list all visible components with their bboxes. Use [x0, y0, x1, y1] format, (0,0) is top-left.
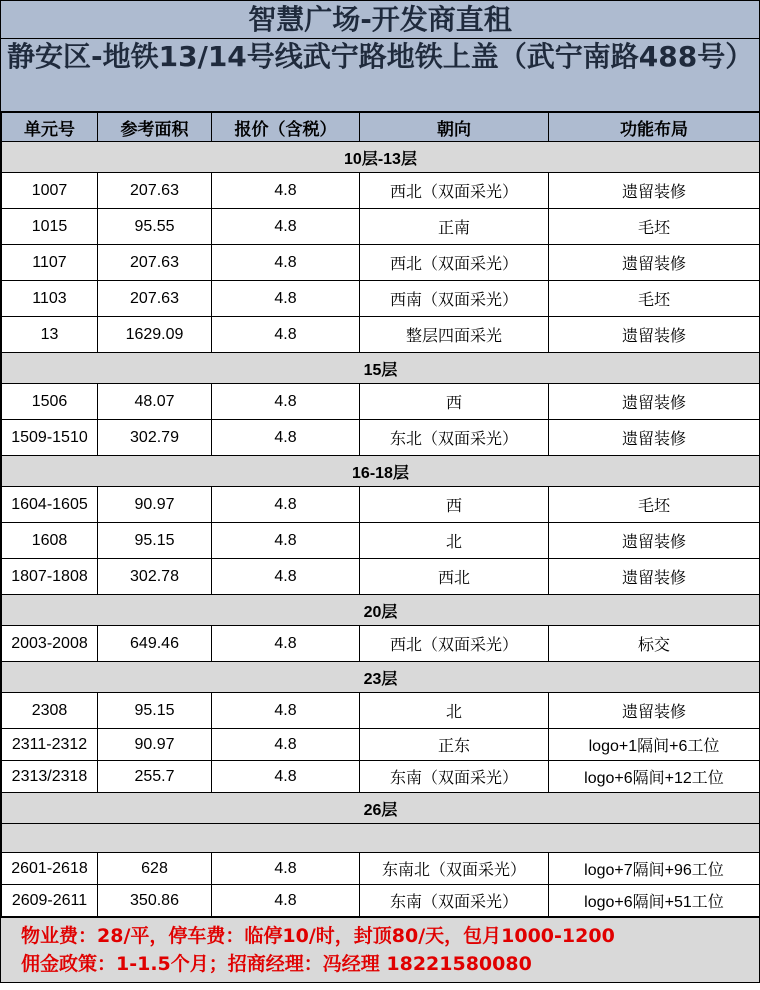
table-row: [2, 885, 760, 917]
cell-price: 4.8: [212, 885, 360, 917]
table-row: [2, 281, 760, 317]
table-header-row: [2, 113, 760, 142]
cell-price: 4.8: [212, 523, 360, 559]
cell-layout: 遗留装修: [549, 523, 760, 559]
table-row: [2, 761, 760, 793]
cell-price: 4.8: [212, 729, 360, 761]
table-body: [2, 142, 760, 917]
section-row: [2, 824, 760, 853]
column-header-unit: 单元号: [2, 113, 98, 142]
cell-orientation: 西南（双面采光）: [360, 281, 549, 317]
units-table: [1, 112, 760, 917]
cell-area: 207.63: [98, 173, 212, 209]
section-row: [2, 456, 760, 487]
cell-area: 255.7: [98, 761, 212, 793]
section-label: 10层-13层: [2, 142, 760, 173]
cell-layout: 遗留装修: [549, 420, 760, 456]
cell-area: 302.79: [98, 420, 212, 456]
cell-orientation: 正东: [360, 729, 549, 761]
cell-orientation: 整层四面采光: [360, 317, 549, 353]
cell-area: 302.78: [98, 559, 212, 595]
cell-price: 4.8: [212, 693, 360, 729]
section-label: 16-18层: [2, 456, 760, 487]
cell-unit: 1015: [2, 209, 98, 245]
cell-orientation: 西北: [360, 559, 549, 595]
footer-notes: [1, 917, 759, 982]
table-row: [2, 487, 760, 523]
cell-layout: 遗留装修: [549, 317, 760, 353]
cell-price: 4.8: [212, 209, 360, 245]
cell-price: 4.8: [212, 626, 360, 662]
cell-unit: 1608: [2, 523, 98, 559]
cell-area: 48.07: [98, 384, 212, 420]
cell-price: 4.8: [212, 559, 360, 595]
table-row: [2, 626, 760, 662]
cell-layout: 毛坯: [549, 487, 760, 523]
cell-area: 207.63: [98, 245, 212, 281]
cell-orientation: 西北（双面采光）: [360, 626, 549, 662]
cell-area: 90.97: [98, 729, 212, 761]
section-row: [2, 662, 760, 693]
cell-orientation: 北: [360, 523, 549, 559]
table-row: [2, 523, 760, 559]
sheet-subtitle: 静安区-地铁13/14号线武宁路地铁上盖（武宁南路488号）: [1, 39, 759, 112]
cell-layout: 遗留装修: [549, 245, 760, 281]
table-row: [2, 420, 760, 456]
cell-unit: 1509-1510: [2, 420, 98, 456]
section-label: [2, 824, 760, 853]
cell-area: 95.15: [98, 693, 212, 729]
sheet-title: 智慧广场-开发商直租: [1, 1, 759, 39]
cell-layout: logo+1隔间+6工位: [549, 729, 760, 761]
section-row: [2, 142, 760, 173]
cell-area: 90.97: [98, 487, 212, 523]
cell-unit: 2308: [2, 693, 98, 729]
cell-price: 4.8: [212, 761, 360, 793]
footer-fees: 物业费：28/平，停车费：临停10/时，封顶80/天，包月1000-1200: [21, 925, 615, 947]
cell-unit: 13: [2, 317, 98, 353]
cell-price: 4.8: [212, 487, 360, 523]
section-row: [2, 595, 760, 626]
cell-unit: 1107: [2, 245, 98, 281]
cell-price: 4.8: [212, 245, 360, 281]
section-label: 15层: [2, 353, 760, 384]
cell-price: 4.8: [212, 317, 360, 353]
table-row: [2, 384, 760, 420]
table-row: [2, 173, 760, 209]
cell-layout: 遗留装修: [549, 384, 760, 420]
column-header-orientation: 朝向: [360, 113, 549, 142]
cell-area: 1629.09: [98, 317, 212, 353]
cell-unit: 2311-2312: [2, 729, 98, 761]
cell-price: 4.8: [212, 384, 360, 420]
table-row: [2, 729, 760, 761]
column-header-price: 报价（含税）: [212, 113, 360, 142]
cell-layout: logo+6隔间+12工位: [549, 761, 760, 793]
cell-unit: 1506: [2, 384, 98, 420]
cell-price: 4.8: [212, 173, 360, 209]
cell-unit: 2003-2008: [2, 626, 98, 662]
cell-layout: logo+6隔间+51工位: [549, 885, 760, 917]
cell-layout: 标交: [549, 626, 760, 662]
cell-layout: 毛坯: [549, 209, 760, 245]
cell-orientation: 西: [360, 487, 549, 523]
cell-layout: 遗留装修: [549, 559, 760, 595]
cell-area: 95.15: [98, 523, 212, 559]
cell-area: 95.55: [98, 209, 212, 245]
cell-unit: 1807-1808: [2, 559, 98, 595]
cell-price: 4.8: [212, 281, 360, 317]
cell-orientation: 正南: [360, 209, 549, 245]
cell-area: 628: [98, 853, 212, 885]
cell-orientation: 西北（双面采光）: [360, 173, 549, 209]
table-row: [2, 559, 760, 595]
section-row: [2, 793, 760, 824]
cell-orientation: 东南北（双面采光）: [360, 853, 549, 885]
cell-layout: 遗留装修: [549, 693, 760, 729]
cell-unit: 1103: [2, 281, 98, 317]
cell-layout: logo+7隔间+96工位: [549, 853, 760, 885]
table-row: [2, 209, 760, 245]
cell-area: 207.63: [98, 281, 212, 317]
column-header-layout: 功能布局: [549, 113, 760, 142]
cell-orientation: 东南（双面采光）: [360, 885, 549, 917]
cell-orientation: 西北（双面采光）: [360, 245, 549, 281]
cell-layout: 遗留装修: [549, 173, 760, 209]
cell-unit: 2313/2318: [2, 761, 98, 793]
cell-orientation: 西: [360, 384, 549, 420]
cell-orientation: 东北（双面采光）: [360, 420, 549, 456]
cell-unit: 1604-1605: [2, 487, 98, 523]
section-row: [2, 353, 760, 384]
table-row: [2, 853, 760, 885]
footer-commission: 佣金政策：1-1.5个月；招商经理：冯经理 18221580080: [21, 953, 532, 975]
cell-unit: 1007: [2, 173, 98, 209]
cell-unit: 2609-2611: [2, 885, 98, 917]
table-row: [2, 693, 760, 729]
column-header-area: 参考面积: [98, 113, 212, 142]
section-label: 26层: [2, 793, 760, 824]
cell-orientation: 东南（双面采光）: [360, 761, 549, 793]
cell-unit: 2601-2618: [2, 853, 98, 885]
cell-area: 350.86: [98, 885, 212, 917]
cell-price: 4.8: [212, 420, 360, 456]
table-row: [2, 317, 760, 353]
cell-area: 649.46: [98, 626, 212, 662]
cell-layout: 毛坯: [549, 281, 760, 317]
table-row: [2, 245, 760, 281]
cell-orientation: 北: [360, 693, 549, 729]
section-label: 23层: [2, 662, 760, 693]
cell-price: 4.8: [212, 853, 360, 885]
section-label: 20层: [2, 595, 760, 626]
